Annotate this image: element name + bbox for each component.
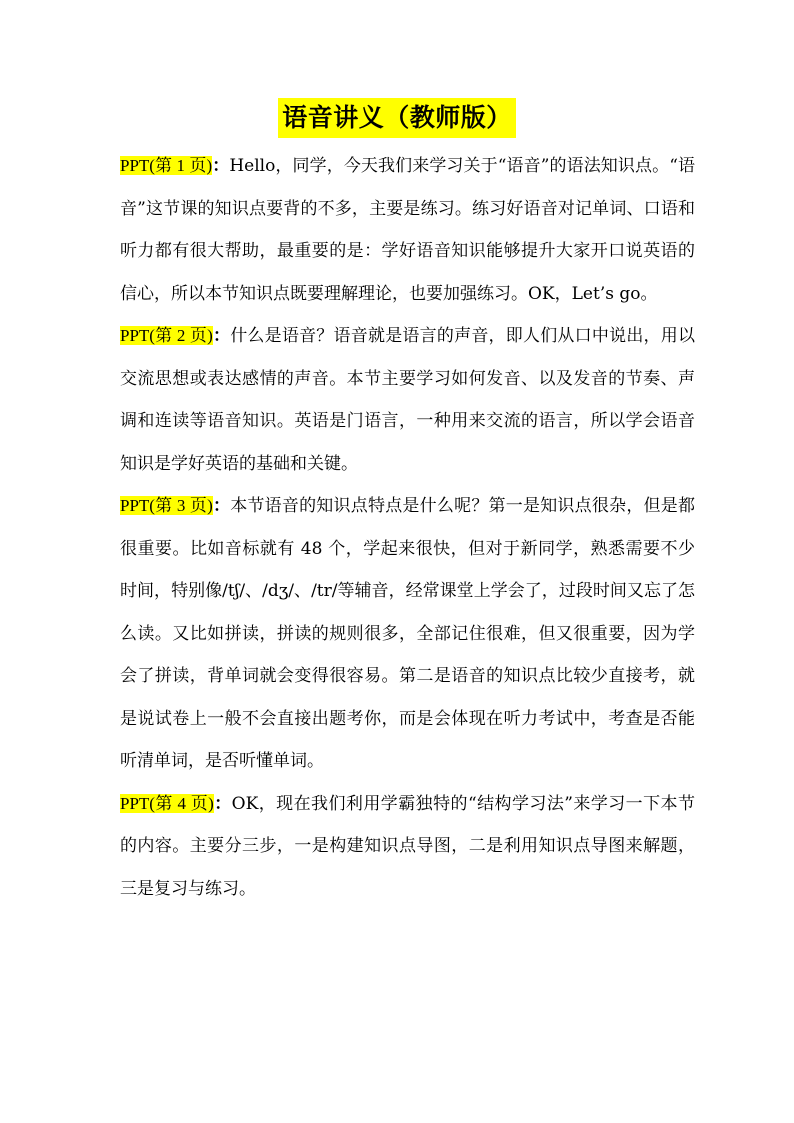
paragraph-text: 本节语音的知识点特点是什么呢？第一是知识点很杂，但是都很重要。比如音标就有 48 个，学起来很快，但对于新同学，熟悉需要不少时间，特别像/tʃ/、/dʒ/、/tr/等辅音，经常课堂上学会了，过段时间又忘了怎么读。又比如拼读，拼读的规则很多，全部记住很难，但又很重要，因为学会了拼读，背单词就会变得很容易。第二是语音的知识点比较少直接考，就是说试卷上一般不会直接出题考你，而是会体现在听力考试中，考查是否能听清单词，是否听懂单词。 — [120, 496, 695, 771]
paragraph-text: OK，现在我们利用学霸独特的“结构学习法”来学习一下本节的内容。主要分三步，一是构建知识点导图，二是利用知识点导图来解题，三是复习与练习。 — [120, 793, 695, 899]
paragraph-text: 什么是语音？语音就是语言的声音，即人们从口中说出，用以交流思想或表达感情的声音。本节主要学习如何发音、以及发音的节奏、声调和连读等语音知识。英语是门语言，一种用来交流的语言，所以学会语音知识是学好英语的基础和关键。 — [120, 326, 695, 474]
slide-label: PPT(第 3 页) — [120, 496, 213, 515]
paragraph-text: Hello，同学，今天我们来学习关于“语音”的语法知识点。“语音”这节课的知识点要背的不多，主要是练习。练习好语音对记单词、口语和听力都有很大帮助，最重要的是：学好语音知识能够提升大家开口说英语的信心，所以本节知识点既要理解理论，也要加强练习。OK，Let’s go。 — [120, 156, 695, 304]
paragraph-ppt-3 — [120, 485, 695, 783]
slide-label: PPT(第 1 页) — [120, 156, 213, 175]
slide-label: PPT(第 4 页) — [120, 793, 214, 813]
label-colon: ： — [213, 793, 232, 814]
label-colon: ： — [212, 326, 231, 346]
title-wrapper — [0, 98, 794, 138]
paragraph-ppt-4 — [120, 783, 695, 911]
slide-label: PPT(第 2 页) — [120, 326, 213, 345]
document-body — [120, 145, 695, 910]
label-colon: ： — [212, 496, 231, 516]
paragraph-ppt-1 — [120, 145, 695, 315]
label-colon: ： — [212, 156, 230, 176]
document-title: 语音讲义（教师版） — [278, 98, 516, 138]
paragraph-ppt-2 — [120, 315, 695, 485]
